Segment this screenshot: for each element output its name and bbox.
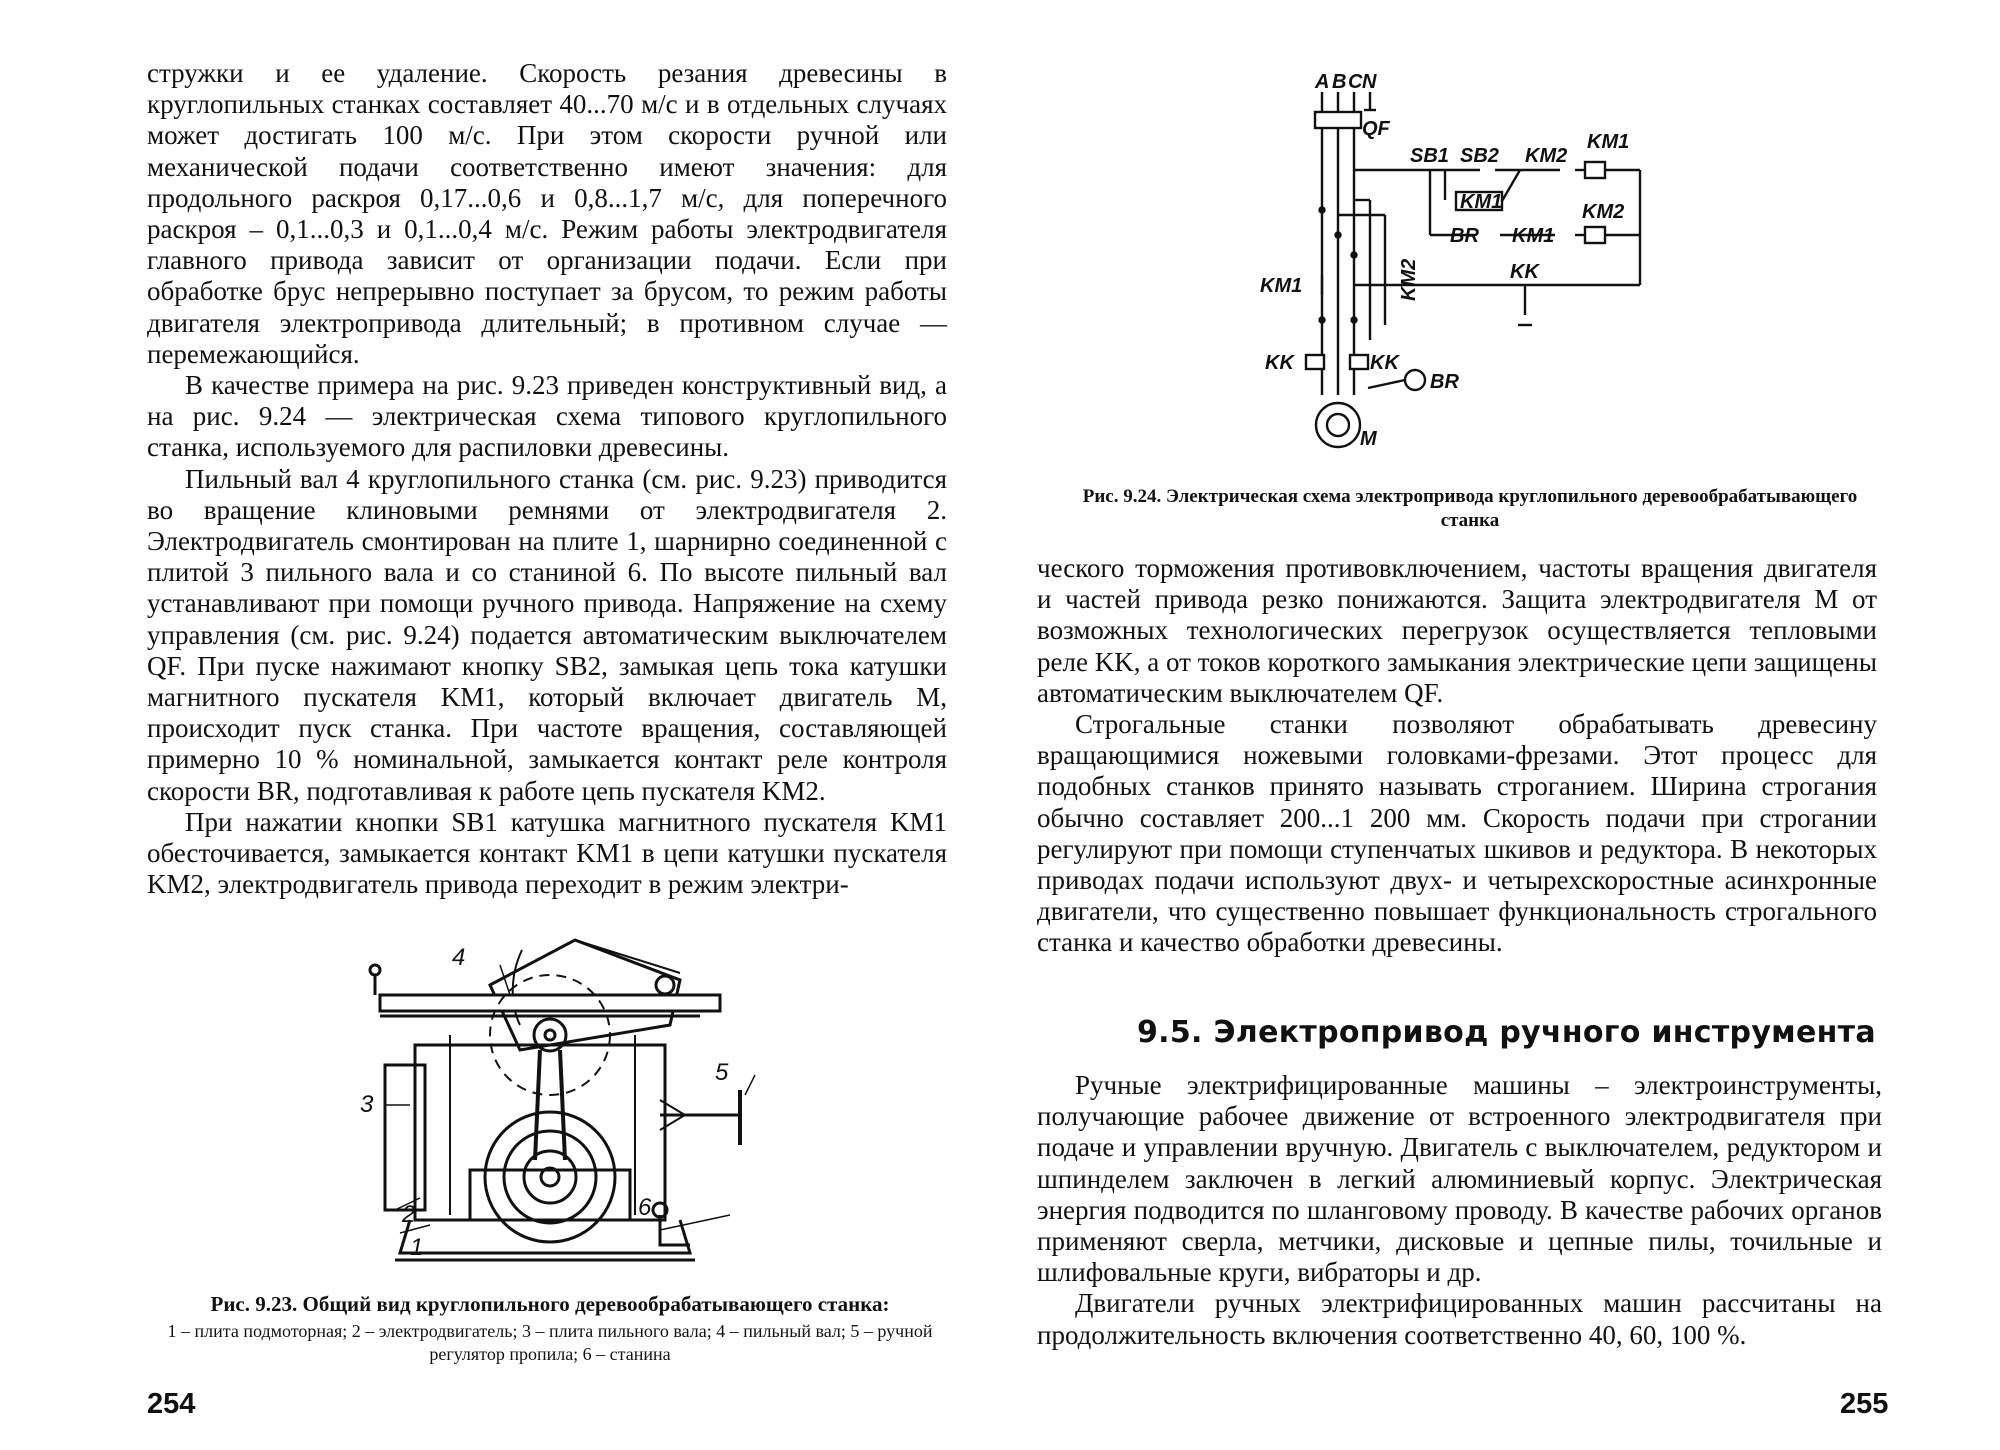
figure-9-24-caption	[1060, 485, 1880, 533]
label-neutral: N	[1362, 71, 1377, 93]
paragraph: В качестве примера на рис. 9.23 приведен конструктивный вид, а на рис. 9.24 — электрическая схема типового круглопильного станка, используемого для распиловки древесины.	[147, 370, 947, 463]
left-page-text	[147, 58, 947, 900]
right-page-text	[1037, 553, 1877, 959]
figure-label-3: 3	[360, 1091, 374, 1118]
paragraph: Ручные электрифицированные машины – электроинструменты, получающие рабочее движение от встроенного электродвигателя при подаче и управлении вручную. Двигатель с выключателем, редуктором и шпинделем заключен в легкий алюминиевый корпус. Электрическая энергия подводится по шланговому проводу. В качестве рабочих органов применяют сверла, метчики, дисковые и цепные пилы, точильные и шлифовальные круги, вибраторы и др.	[1037, 1070, 1882, 1288]
figure-9-23-caption-title: Рис. 9.23. Общий вид круглопильного деревообрабатывающего станка:	[210, 1292, 890, 1316]
label-km2-main: KM2	[1398, 258, 1420, 301]
section-heading: 9.5. Электропривод ручного инструмента	[1137, 1015, 1876, 1050]
label-km1-contact: KM1	[1512, 225, 1555, 247]
right-page	[1000, 0, 2000, 1450]
label-motor: M	[1360, 428, 1377, 450]
figure-label-6: 6	[638, 1194, 652, 1221]
label-km2-contact: KM2	[1525, 145, 1568, 167]
label-kk-left: KK	[1265, 352, 1294, 374]
figure-9-23-caption-legend: 1 – плита подмоторная; 2 – электродвигатель; 3 – плита пильного вала; 4 – пильный вал; 5 – ручной регулятор пропила; 6 – станина	[167, 1321, 933, 1364]
label-br-contact: BR	[1450, 225, 1479, 247]
figure-label-2: 2	[402, 1201, 416, 1228]
page-number-left: 254	[147, 1388, 196, 1420]
label-phase-c: C	[1348, 71, 1363, 93]
figure-9-24-caption-text: Рис. 9.24. Электрическая схема электропривода круглопильного деревообрабатывающего станка	[1082, 486, 1858, 531]
section-text	[1037, 1070, 1882, 1351]
paragraph: ческого торможения противовключением, частоты вращения двигателя и частей привода резко понижаются. Защита электродвигателя M от возможных технологических перегрузок осуществляется тепловыми реле KK, а от токов короткого замыкания электрические цепи защищены автоматическим выключателем QF.	[1037, 553, 1877, 708]
figure-label-5: 5	[715, 1059, 729, 1086]
label-kk-right: KK	[1370, 352, 1399, 374]
label-km1-main: KM1	[1260, 275, 1303, 297]
label-phase-b: B	[1332, 71, 1347, 93]
paragraph: стружки и ее удаление. Скорость резания древесины в круглопильных станках составляет 40...70 м/с и в отдельных случаях может достигать 100 м/с. При этом скорости ручной или механической подачи соответственно имеют значения: для продольного раскроя 0,17...0,6 и 0,8...1,7 м/с, для поперечного раскроя – 0,1...0,3 и 0,1...0,4 м/с. Режим работы электродвигателя главного привода зависит от организации подачи. Если при обработке брус непрерывно поступает за брусом, то режим работы двигателя электропривода длительный; в противном случае — перемежающийся.	[147, 58, 947, 369]
paragraph: Пильный вал 4 круглопильного станка (см. рис. 9.23) приводится во вращение клиновыми ремнями от электродвигателя 2. Электродвигатель смонтирован на плите 1, шарнирно соединенной с плитой 3 пильного вала и со станиной 6. По высоте пильный вал устанавливают при помощи ручного привода. Напряжение на схему управления (см. рис. 9.24) подается автоматическим выключателем QF. При пуске нажимают кнопку SB2, замыкая цепь тока катушки магнитного пускателя KM1, который включает двигатель M, происходит пуск станка. При частоте вращения, составляющей примерно 10 % номинальной, замыкается контакт реле контроля скорости BR, подготавливая к работе цепь пускателя KM2.	[147, 463, 947, 806]
label-br-sensor: BR	[1430, 371, 1459, 393]
paragraph: При нажатии кнопки SB1 катушка магнитного пускателя KM1 обесточивается, замыкается контакт KM1 в цепи катушки пускателя KM2, электродвигатель привода переходит в режим электри-	[147, 806, 947, 900]
label-km1-coil: KM1	[1587, 131, 1630, 153]
figure-label-1: 1	[410, 1234, 424, 1261]
label-km2-coil: KM2	[1582, 201, 1625, 223]
label-sb1: SB1	[1410, 145, 1449, 167]
label-sb2: SB2	[1460, 145, 1499, 167]
label-kk-contact: KK	[1510, 261, 1539, 283]
paragraph: Двигатели ручных электрифицированных машин рассчитаны на продолжительность включения соответственно 40, 60, 100 %.	[1037, 1288, 1882, 1350]
label-km1-self: KM1	[1460, 191, 1503, 213]
page-number-right: 255	[1840, 1388, 1889, 1420]
electrical-schematic	[1260, 70, 1700, 470]
paragraph: Строгальные станки позволяют обрабатывать древесину вращающимися ножевыми головками-фрезами. Этот процесс для подобных станков принято называть строганием. Ширина строгания обычно составляет 200...1 200 мм. Скорость подачи при строгании регулируют при помощи ступенчатых шкивов и редуктора. В некоторых приводах подачи используют двух- и четырехскоростные асинхронные двигатели, что существенно повышает функциональность строгального станка и качество обработки древесины.	[1037, 709, 1877, 958]
figure-label-4: 4	[452, 944, 466, 971]
saw-machine-figure	[360, 915, 760, 1280]
label-qf: QF	[1362, 118, 1390, 140]
label-phase-a: A	[1315, 71, 1330, 93]
figure-9-23-caption	[150, 1292, 950, 1366]
